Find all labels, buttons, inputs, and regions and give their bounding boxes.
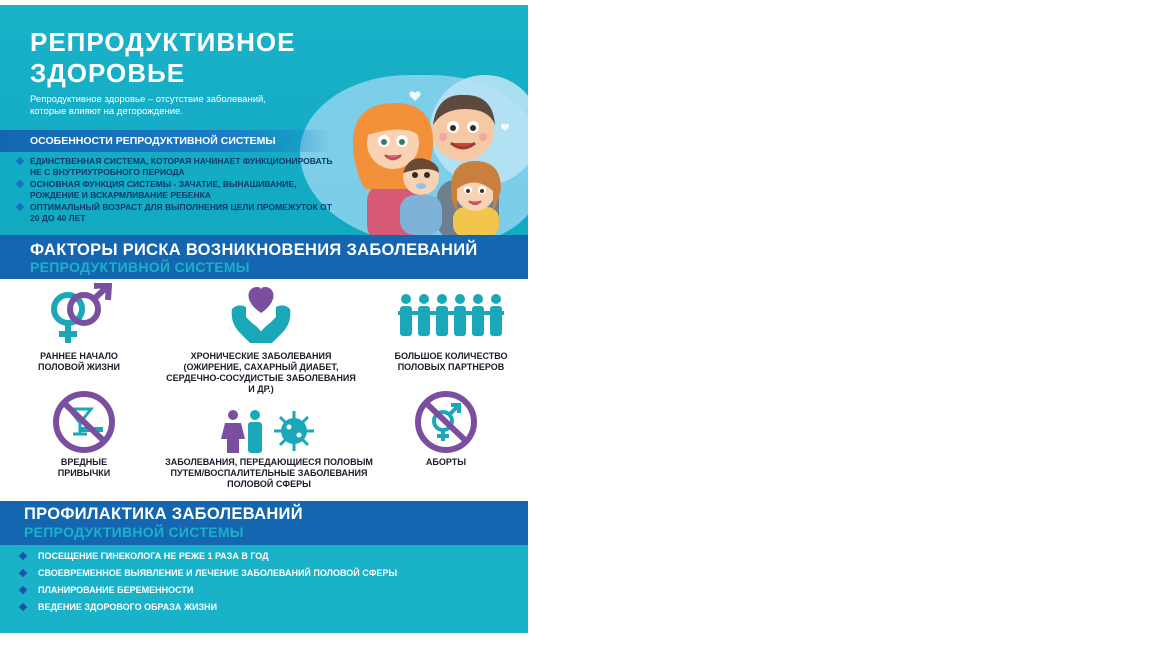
risk-factor xyxy=(18,283,140,373)
prevention-section-header xyxy=(0,501,528,545)
subtitle: Репродуктивное здоровье – отсутствие заболеваний, которые влияют на деторождение. xyxy=(30,94,266,117)
features-list xyxy=(14,156,334,225)
people-group-icon xyxy=(396,283,506,347)
bullet-diamond-icon xyxy=(19,569,27,577)
risk-section-header xyxy=(0,235,528,279)
list-item-text: ЕДИНСТВЕННАЯ СИСТЕМА, КОТОРАЯ НАЧИНАЕТ ФУНКЦИОНИРОВАТЬ НЕ С ВНУТРИУТРОБНОГО ПЕРИОДА xyxy=(30,156,333,177)
risk-factor-label: БОЛЬШОЕ КОЛИЧЕСТВО ПОЛОВЫХ ПАРТНЕРОВ xyxy=(394,351,508,372)
bullet-diamond-icon xyxy=(19,552,27,560)
prevention-title: ПРОФИЛАКТИКА ЗАБОЛЕВАНИЙ xyxy=(24,505,303,523)
list-item xyxy=(16,602,397,612)
gender-symbols-icon xyxy=(44,283,114,347)
list-item xyxy=(16,585,397,595)
list-item xyxy=(16,551,397,561)
risk-factor-label: ХРОНИЧЕСКИЕ ЗАБОЛЕВАНИЯ (ОЖИРЕНИЕ, САХАРНЫЙ ДИАБЕТ, СЕРДЕЧНО-СОСУДИСТЫЕ ЗАБОЛЕВАНИЯ И ДР.) xyxy=(166,351,356,394)
title-line-2: ЗДОРОВЬЕ xyxy=(30,58,186,88)
bullet-diamond-icon xyxy=(16,180,24,188)
list-item xyxy=(16,568,397,578)
list-item-text: СВОЕВРЕМЕННОЕ ВЫЯВЛЕНИЕ И ЛЕЧЕНИЕ ЗАБОЛЕВАНИЙ ПОЛОВОЙ СФЕРЫ xyxy=(38,568,398,578)
bullet-diamond-icon xyxy=(19,603,27,611)
features-heading: ОСОБЕННОСТИ РЕПРОДУКТИВНОЙ СИСТЕМЫ xyxy=(0,130,330,152)
list-item-text: ПОСЕЩЕНИЕ ГИНЕКОЛОГА НЕ РЕЖЕ 1 РАЗА В ГОД xyxy=(38,551,269,561)
no-gender-icon xyxy=(411,391,481,453)
risk-subtitle: РЕПРОДУКТИВНОЙ СИСТЕМЫ xyxy=(30,259,250,275)
risk-factor xyxy=(376,283,526,373)
family-illustration xyxy=(345,85,528,235)
list-item-text: ПЛАНИРОВАНИЕ БЕРЕМЕННОСТИ xyxy=(38,585,194,595)
page-title xyxy=(30,27,295,89)
risk-factor xyxy=(166,283,356,395)
prevention-list xyxy=(16,551,397,619)
heart-hands-icon xyxy=(226,283,296,347)
hero-section xyxy=(0,5,528,235)
list-item xyxy=(14,156,334,177)
list-item xyxy=(14,179,334,200)
list-item-text: ВЕДЕНИЕ ЗДОРОВОГО ОБРАЗА ЖИЗНИ xyxy=(38,602,218,612)
list-item-text: ОПТИМАЛЬНЫЙ ВОЗРАСТ ДЛЯ ВЫПОЛНЕНИЯ ЦЕЛИ ПРОМЕЖУТОК ОТ 20 ДО 40 ЛЕТ xyxy=(30,202,332,223)
bullet-diamond-icon xyxy=(16,203,24,211)
infographic-poster xyxy=(0,5,528,633)
risk-title: ФАКТОРЫ РИСКА ВОЗНИКНОВЕНИЯ ЗАБОЛЕВАНИЙ xyxy=(30,241,478,259)
bullet-diamond-icon xyxy=(19,586,27,594)
title-line-1: РЕПРОДУКТИВНОЕ xyxy=(30,27,296,57)
risk-factor-label: АБОРТЫ xyxy=(425,457,467,467)
couple-virus-icon xyxy=(219,409,319,453)
no-alcohol-smoking-icon xyxy=(49,391,119,453)
risk-factor xyxy=(18,391,150,479)
risk-factor xyxy=(390,391,502,468)
risk-factor-label: ВРЕДНЫЕ ПРИВЫЧКИ xyxy=(57,457,111,478)
list-item xyxy=(14,202,334,223)
risk-factor xyxy=(154,409,384,490)
risk-factor-label: ЗАБОЛЕВАНИЯ, ПЕРЕДАЮЩИЕСЯ ПОЛОВЫМ ПУТЕМ/ВОСПАЛИТЕЛЬНЫЕ ЗАБОЛЕВАНИЯ ПОЛОВОЙ СФЕРЫ xyxy=(165,457,373,489)
bullet-diamond-icon xyxy=(16,157,24,165)
list-item-text: ОСНОВНАЯ ФУНКЦИЯ СИСТЕМЫ - ЗАЧАТИЕ, ВЫНАШИВАНИЕ, РОЖДЕНИЕ И ВСКАРМЛИВАНИЕ РЕБЕНКА xyxy=(30,179,297,200)
risk-factor-label: РАННЕЕ НАЧАЛО ПОЛОВОЙ ЖИЗНИ xyxy=(37,351,120,372)
prevention-section xyxy=(0,545,528,633)
prevention-subtitle: РЕПРОДУКТИВНОЙ СИСТЕМЫ xyxy=(24,524,244,540)
